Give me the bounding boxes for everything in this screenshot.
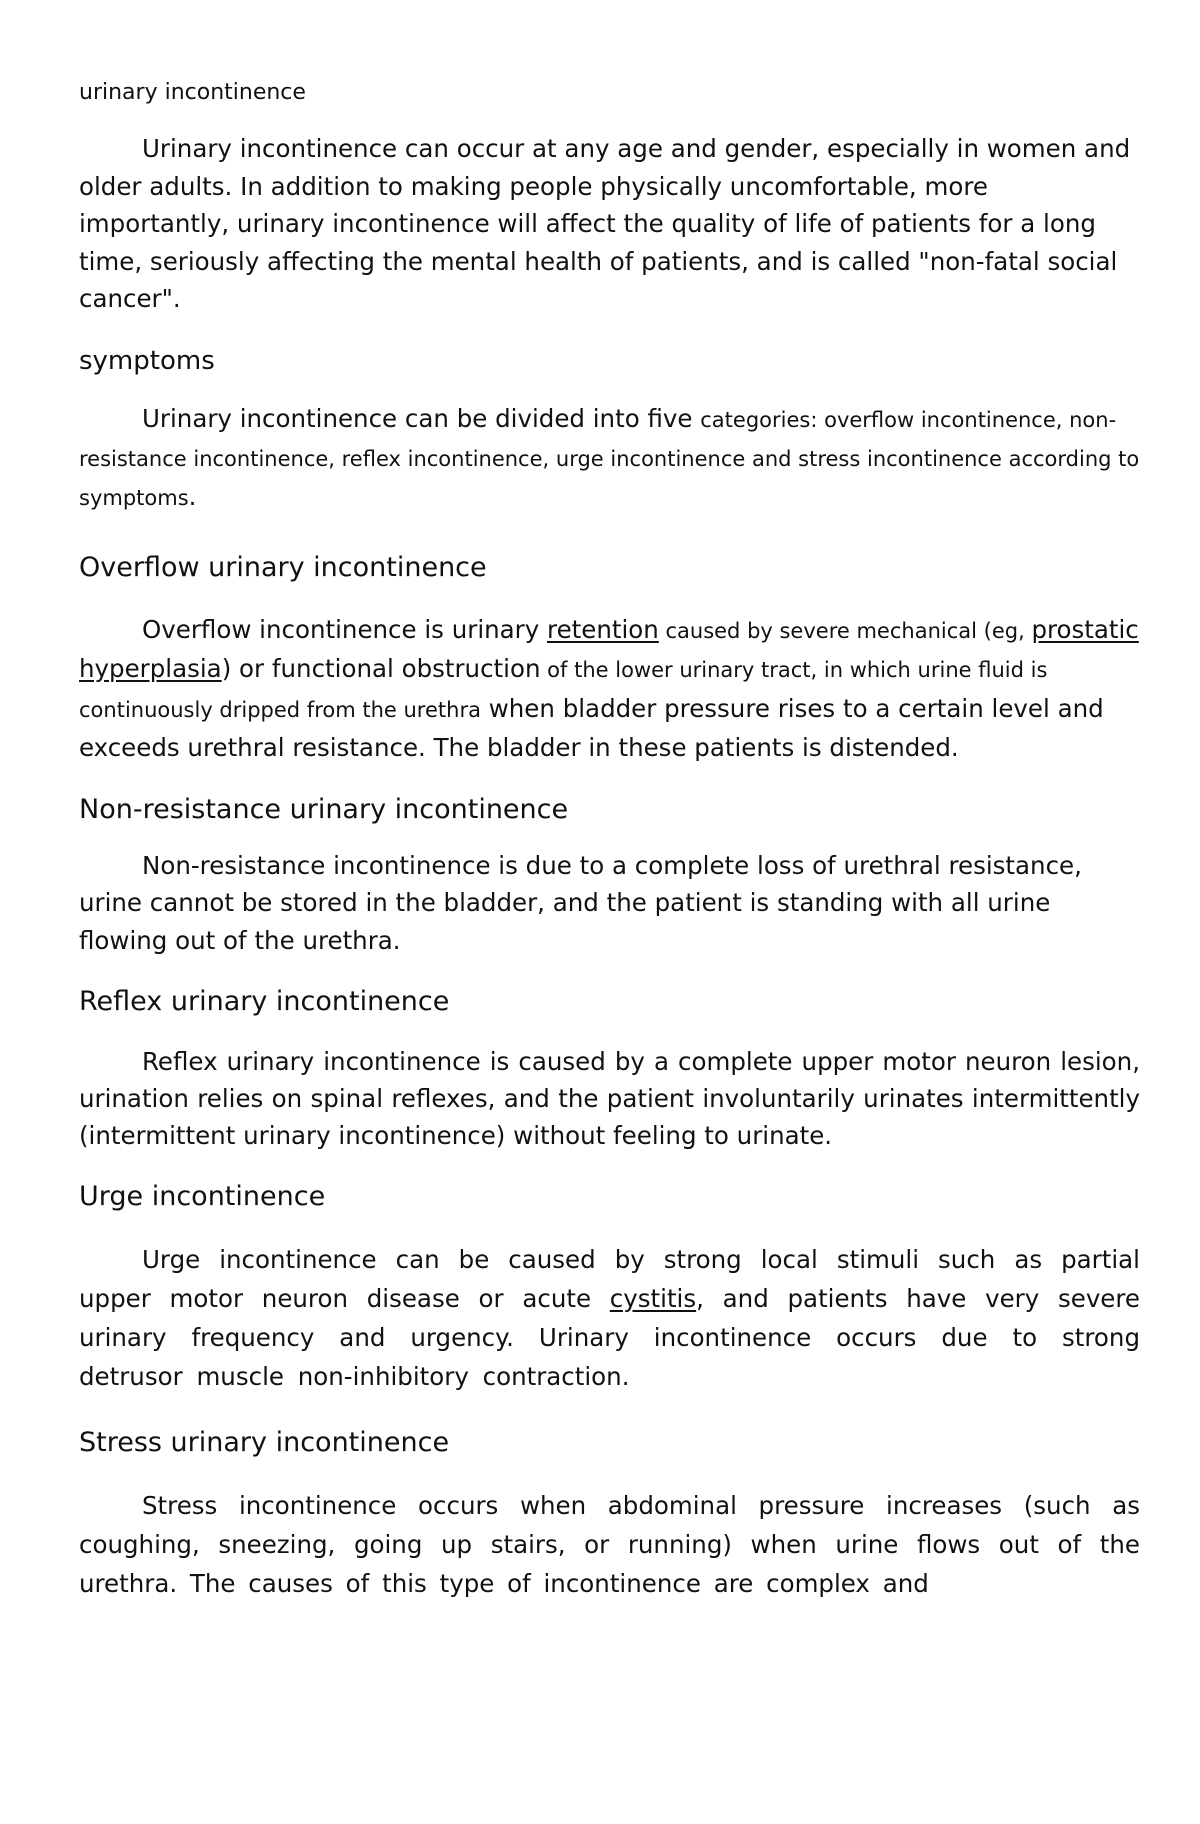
prostatic-hyperplasia-link[interactable]: prostatic hyperplasia (79, 614, 1139, 683)
urge-text-2: , and patients have very severe urinary frequency and urgency. Urinary incontinence occurs due to strong detrusor muscle non-inhibitory contraction. (79, 1284, 1140, 1391)
retention-link[interactable]: retention (547, 614, 659, 644)
symptoms-end-text: . (188, 481, 197, 511)
overflow-text-4: of the lower urinary tract, in which urine fluid is continuously dripped from the urethra (79, 658, 1048, 722)
overflow-text-1: Overflow incontinence is urinary (142, 614, 548, 644)
overflow-text-2: caused by severe mechanical (eg, (658, 618, 1032, 643)
symptoms-lead-text: Urinary incontinence can be divided into five (142, 403, 701, 433)
overflow-text-3: ) or functional obstruction (221, 654, 541, 683)
urge-heading: Urge incontinence (79, 1181, 326, 1212)
document-title: urinary incontinence (79, 80, 306, 105)
symptoms-categories-text: categories: overflow incontinence, non-resistance incontinence, reflex incontinence, urge incontinence and stress incontinence according to symptoms (79, 407, 1140, 510)
overflow-heading: Overflow urinary incontinence (79, 551, 487, 583)
symptoms-paragraph (79, 400, 1140, 517)
overflow-text-5: when bladder pressure rises to a certain level and exceeds urethral resistance. The bladder in these patients is distended. (79, 693, 1104, 762)
non-resistance-heading: Non-resistance urinary incontinence (79, 793, 569, 825)
cystitis-link[interactable]: cystitis (609, 1284, 697, 1313)
overflow-paragraph (79, 611, 1140, 767)
urge-paragraph (79, 1240, 1140, 1396)
urge-text-1: Urge incontinence can be caused by strong local stimuli such as partial upper motor neuron disease or acute (79, 1245, 1140, 1313)
reflex-heading: Reflex urinary incontinence (79, 986, 450, 1017)
reflex-paragraph: Reflex urinary incontinence is caused by a complete upper motor neuron lesion, urination relies on spinal reflexes, and the patient involuntarily urinates intermittently (intermittent urinary incontinence) without feeling to urinate. (79, 1047, 1140, 1150)
non-resistance-paragraph: Non-resistance incontinence is due to a complete loss of urethral resistance, urine cannot be stored in the bladder, and the patient is standing with all urine flowing out of the urethra. (79, 850, 1082, 955)
symptoms-heading: symptoms (79, 345, 215, 376)
stress-paragraph: Stress incontinence occurs when abdominal pressure increases (such as coughing, sneezing, going up stairs, or running) when urine flows out of the urethra. The causes of this type of incontinence are complex and (79, 1491, 1140, 1598)
intro-paragraph: Urinary incontinence can occur at any age and gender, especially in women and older adults. In addition to making people physically uncomfortable, more importantly, urinary incontinence will affect the quality of life of patients for a long time, seriously affecting the mental health of patients, and is called "non-fatal social cancer". (79, 134, 1131, 313)
stress-heading: Stress urinary incontinence (79, 1427, 450, 1458)
